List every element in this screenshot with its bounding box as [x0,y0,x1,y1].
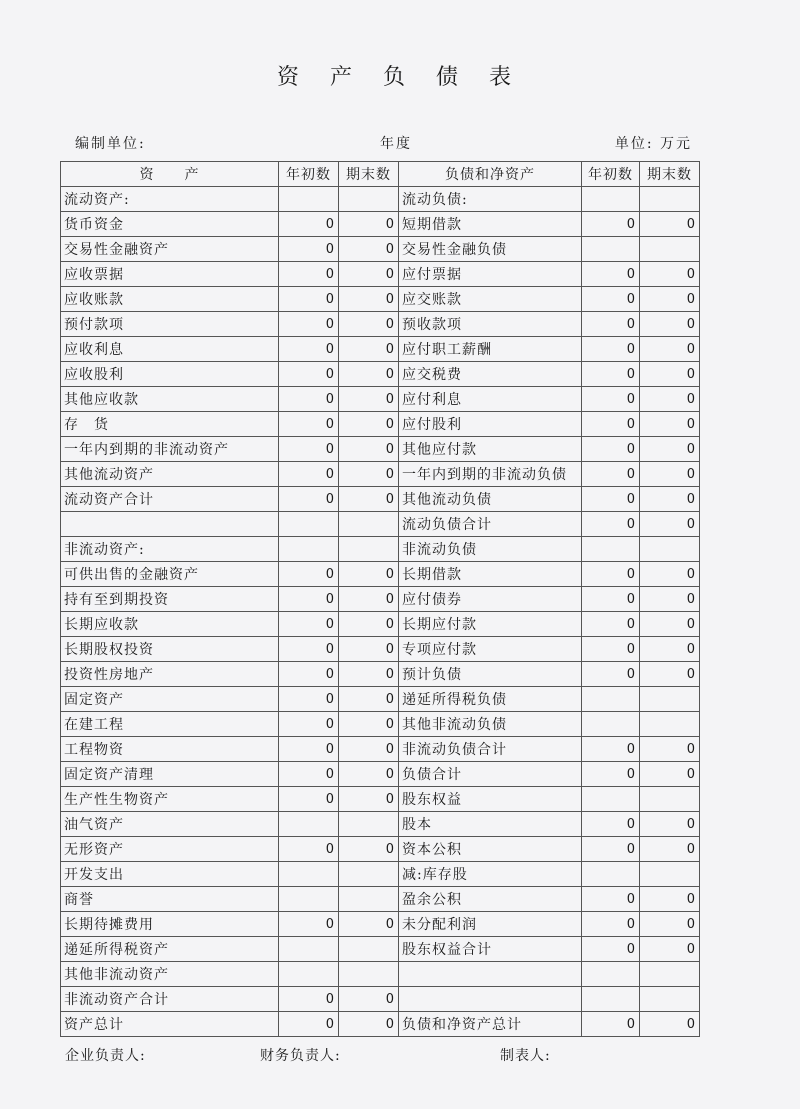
liability-end-cell: 0 [640,637,700,662]
liability-name-cell [399,962,582,987]
table-row [61,612,700,637]
liability-end-cell: 0 [640,837,700,862]
asset-name-cell: 固定资产清理 [61,762,279,787]
asset-name-cell: 长期待摊费用 [61,912,279,937]
liability-name-cell: 应交税费 [399,362,582,387]
asset-end-cell: 0 [339,387,399,412]
asset-begin-cell [279,887,339,912]
table-row [61,537,700,562]
asset-name-cell: 预付款项 [61,312,279,337]
asset-name-cell: 生产性生物资产 [61,787,279,812]
asset-name-cell: 一年内到期的非流动资产 [61,437,279,462]
header-liab-begin: 年初数 [582,162,640,187]
leader-label: 企业负责人: [65,1048,146,1064]
liability-name-cell: 短期借款 [399,212,582,237]
table-row [61,737,700,762]
table-row [61,962,700,987]
asset-begin-cell: 0 [279,362,339,387]
liability-name-cell: 减:库存股 [399,862,582,887]
asset-name-cell: 在建工程 [61,712,279,737]
asset-end-cell: 0 [339,262,399,287]
liability-begin-cell: 0 [582,762,640,787]
liability-name-cell: 一年内到期的非流动负债 [399,462,582,487]
asset-end-cell: 0 [339,837,399,862]
asset-name-cell: 非流动资产合计 [61,987,279,1012]
liability-begin-cell: 0 [582,412,640,437]
liability-begin-cell: 0 [582,287,640,312]
asset-name-cell: 工程物资 [61,737,279,762]
liability-end-cell: 0 [640,287,700,312]
asset-end-cell [339,937,399,962]
liability-begin-cell: 0 [582,637,640,662]
liability-end-cell: 0 [640,612,700,637]
asset-name-cell: 交易性金融资产 [61,237,279,262]
liability-name-cell: 负债和净资产总计 [399,1012,582,1037]
asset-name-cell: 长期股权投资 [61,637,279,662]
liability-begin-cell: 0 [582,337,640,362]
table-row [61,512,700,537]
liability-name-cell: 股东权益合计 [399,937,582,962]
asset-end-cell [339,812,399,837]
asset-begin-cell: 0 [279,287,339,312]
liability-end-cell: 0 [640,262,700,287]
asset-begin-cell: 0 [279,462,339,487]
table-row [61,437,700,462]
liability-name-cell: 未分配利润 [399,912,582,937]
asset-end-cell: 0 [339,612,399,637]
liability-begin-cell [582,962,640,987]
liability-begin-cell: 0 [582,737,640,762]
liability-end-cell [640,537,700,562]
asset-end-cell: 0 [339,237,399,262]
asset-end-cell: 0 [339,637,399,662]
table-row [61,662,700,687]
liability-begin-cell [582,787,640,812]
asset-name-cell: 无形资产 [61,837,279,862]
table-row [61,762,700,787]
liability-name-cell: 其他非流动负债 [399,712,582,737]
header-asset-end: 期末数 [339,162,399,187]
liability-end-cell: 0 [640,312,700,337]
liability-name-cell: 应付股利 [399,412,582,437]
asset-end-cell: 0 [339,587,399,612]
asset-begin-cell: 0 [279,437,339,462]
table-row [61,987,700,1012]
liability-end-cell: 0 [640,437,700,462]
asset-name-cell: 持有至到期投资 [61,587,279,612]
asset-end-cell [339,512,399,537]
asset-begin-cell: 0 [279,762,339,787]
liability-name-cell: 专项应付款 [399,637,582,662]
asset-name-cell: 存 货 [61,412,279,437]
liability-end-cell: 0 [640,387,700,412]
asset-end-cell: 0 [339,762,399,787]
asset-end-cell: 0 [339,337,399,362]
table-row [61,687,700,712]
asset-end-cell [339,537,399,562]
asset-end-cell: 0 [339,1012,399,1037]
liability-end-cell [640,862,700,887]
liability-name-cell: 应付利息 [399,387,582,412]
liability-name-cell: 股本 [399,812,582,837]
liability-begin-cell [582,187,640,212]
asset-name-cell: 油气资产 [61,812,279,837]
liability-name-cell: 负债合计 [399,762,582,787]
asset-end-cell: 0 [339,437,399,462]
liability-begin-cell [582,537,640,562]
liability-begin-cell [582,687,640,712]
liability-begin-cell: 0 [582,587,640,612]
signature-line [65,1045,705,1065]
asset-name-cell: 流动资产合计 [61,487,279,512]
asset-begin-cell: 0 [279,562,339,587]
liability-end-cell: 0 [640,762,700,787]
liability-name-cell: 盈余公积 [399,887,582,912]
table-row [61,337,700,362]
header-liab-end: 期末数 [640,162,700,187]
liability-begin-cell: 0 [582,387,640,412]
asset-begin-cell: 0 [279,387,339,412]
table-row [61,837,700,862]
asset-end-cell [339,187,399,212]
asset-begin-cell: 0 [279,1012,339,1037]
liability-begin-cell: 0 [582,1012,640,1037]
table-row [61,787,700,812]
asset-end-cell: 0 [339,362,399,387]
table-row [61,312,700,337]
asset-begin-cell [279,962,339,987]
liability-end-cell [640,787,700,812]
asset-begin-cell: 0 [279,587,339,612]
asset-end-cell: 0 [339,212,399,237]
asset-name-cell: 开发支出 [61,862,279,887]
table-row [61,362,700,387]
table-row [61,712,700,737]
liability-end-cell: 0 [640,412,700,437]
liability-end-cell: 0 [640,487,700,512]
liability-begin-cell: 0 [582,812,640,837]
asset-name-cell: 商誉 [61,887,279,912]
table-row [61,812,700,837]
liability-name-cell: 流动负债: [399,187,582,212]
liability-name-cell: 流动负债合计 [399,512,582,537]
liability-end-cell: 0 [640,212,700,237]
liability-begin-cell [582,712,640,737]
liability-end-cell: 0 [640,912,700,937]
liability-begin-cell [582,237,640,262]
liability-name-cell: 交易性金融负债 [399,237,582,262]
liability-name-cell: 预计负债 [399,662,582,687]
liability-end-cell: 0 [640,337,700,362]
liability-name-cell: 非流动负债 [399,537,582,562]
asset-begin-cell [279,862,339,887]
asset-begin-cell [279,512,339,537]
table-row [61,462,700,487]
liability-end-cell: 0 [640,737,700,762]
asset-name-cell [61,512,279,537]
asset-begin-cell: 0 [279,612,339,637]
table-row [61,937,700,962]
asset-begin-cell [279,937,339,962]
liability-begin-cell: 0 [582,837,640,862]
liability-begin-cell: 0 [582,487,640,512]
asset-name-cell: 长期应收款 [61,612,279,637]
asset-begin-cell: 0 [279,712,339,737]
asset-begin-cell: 0 [279,487,339,512]
liability-begin-cell: 0 [582,912,640,937]
table-row [61,637,700,662]
liability-name-cell: 应交账款 [399,287,582,312]
asset-begin-cell [279,812,339,837]
asset-name-cell: 投资性房地产 [61,662,279,687]
table-row [61,587,700,612]
liability-end-cell: 0 [640,512,700,537]
asset-end-cell: 0 [339,412,399,437]
liability-end-cell [640,987,700,1012]
asset-begin-cell: 0 [279,787,339,812]
asset-end-cell: 0 [339,312,399,337]
table-row [61,562,700,587]
unit-label: 单位: 万元 [614,136,692,152]
liability-begin-cell: 0 [582,262,640,287]
header-row [61,162,700,187]
liability-end-cell [640,187,700,212]
asset-end-cell: 0 [339,712,399,737]
liability-name-cell: 股东权益 [399,787,582,812]
liability-end-cell: 0 [640,462,700,487]
asset-name-cell: 应收票据 [61,262,279,287]
liability-begin-cell: 0 [582,212,640,237]
liability-begin-cell: 0 [582,512,640,537]
asset-name-cell: 应收股利 [61,362,279,387]
liability-begin-cell: 0 [582,612,640,637]
table-row [61,887,700,912]
asset-end-cell: 0 [339,787,399,812]
asset-begin-cell: 0 [279,737,339,762]
asset-begin-cell: 0 [279,212,339,237]
liability-end-cell: 0 [640,937,700,962]
asset-name-cell: 非流动资产: [61,537,279,562]
header-assets: 资 产 [61,162,279,187]
liability-end-cell: 0 [640,1012,700,1037]
year-label: 年度 [380,136,412,152]
liability-name-cell: 其他流动负债 [399,487,582,512]
liability-end-cell [640,712,700,737]
table-row [61,262,700,287]
asset-begin-cell: 0 [279,637,339,662]
liability-name-cell: 应付票据 [399,262,582,287]
asset-end-cell: 0 [339,487,399,512]
liability-end-cell [640,237,700,262]
asset-name-cell: 流动资产: [61,187,279,212]
asset-begin-cell [279,537,339,562]
asset-begin-cell: 0 [279,237,339,262]
liability-begin-cell: 0 [582,312,640,337]
balance-sheet-table [60,161,700,1037]
liability-begin-cell: 0 [582,437,640,462]
liability-begin-cell: 0 [582,937,640,962]
table-row [61,212,700,237]
asset-begin-cell [279,187,339,212]
asset-end-cell: 0 [339,912,399,937]
asset-begin-cell: 0 [279,412,339,437]
liability-end-cell: 0 [640,887,700,912]
table-row [61,287,700,312]
liability-begin-cell: 0 [582,462,640,487]
asset-begin-cell: 0 [279,837,339,862]
meta-line [75,133,692,153]
liability-name-cell: 长期借款 [399,562,582,587]
asset-end-cell: 0 [339,662,399,687]
liability-end-cell: 0 [640,812,700,837]
liability-name-cell [399,987,582,1012]
liability-name-cell: 应付债券 [399,587,582,612]
asset-name-cell: 资产总计 [61,1012,279,1037]
asset-name-cell: 其他非流动资产 [61,962,279,987]
table-row [61,387,700,412]
asset-name-cell: 固定资产 [61,687,279,712]
table-row [61,1012,700,1037]
org-label: 编制单位: [75,136,146,152]
asset-name-cell: 递延所得税资产 [61,937,279,962]
page-title: 资 产 负 债 表 [277,65,523,90]
liability-begin-cell: 0 [582,562,640,587]
liability-name-cell: 递延所得税负债 [399,687,582,712]
asset-name-cell: 应收账款 [61,287,279,312]
liability-name-cell: 资本公积 [399,837,582,862]
table-row [61,412,700,437]
asset-begin-cell: 0 [279,262,339,287]
liability-name-cell: 非流动负债合计 [399,737,582,762]
asset-end-cell: 0 [339,287,399,312]
asset-end-cell [339,862,399,887]
asset-begin-cell: 0 [279,337,339,362]
asset-name-cell: 货币资金 [61,212,279,237]
asset-name-cell: 应收利息 [61,337,279,362]
liability-name-cell: 长期应付款 [399,612,582,637]
liability-begin-cell: 0 [582,662,640,687]
asset-begin-cell: 0 [279,912,339,937]
header-asset-begin: 年初数 [279,162,339,187]
liability-name-cell: 其他应付款 [399,437,582,462]
liability-end-cell: 0 [640,587,700,612]
liability-begin-cell: 0 [582,362,640,387]
asset-end-cell [339,962,399,987]
asset-name-cell: 其他流动资产 [61,462,279,487]
asset-begin-cell: 0 [279,312,339,337]
asset-end-cell: 0 [339,987,399,1012]
table-row [61,862,700,887]
liability-name-cell: 预收款项 [399,312,582,337]
asset-name-cell: 可供出售的金融资产 [61,562,279,587]
header-liabilities: 负债和净资产 [399,162,582,187]
asset-begin-cell: 0 [279,687,339,712]
asset-begin-cell: 0 [279,987,339,1012]
preparer-label: 制表人: [500,1048,551,1064]
table-row [61,187,700,212]
asset-end-cell: 0 [339,737,399,762]
table-row [61,487,700,512]
asset-end-cell: 0 [339,462,399,487]
asset-end-cell: 0 [339,687,399,712]
liability-end-cell: 0 [640,362,700,387]
liability-end-cell: 0 [640,562,700,587]
asset-end-cell [339,887,399,912]
liability-begin-cell [582,987,640,1012]
liability-begin-cell: 0 [582,887,640,912]
asset-end-cell: 0 [339,562,399,587]
liability-name-cell: 应付职工薪酬 [399,337,582,362]
liability-end-cell [640,687,700,712]
liability-end-cell: 0 [640,662,700,687]
table-row [61,912,700,937]
finance-label: 财务负责人: [260,1048,341,1064]
asset-name-cell: 其他应收款 [61,387,279,412]
table-row [61,237,700,262]
asset-begin-cell: 0 [279,662,339,687]
liability-end-cell [640,962,700,987]
liability-begin-cell [582,862,640,887]
